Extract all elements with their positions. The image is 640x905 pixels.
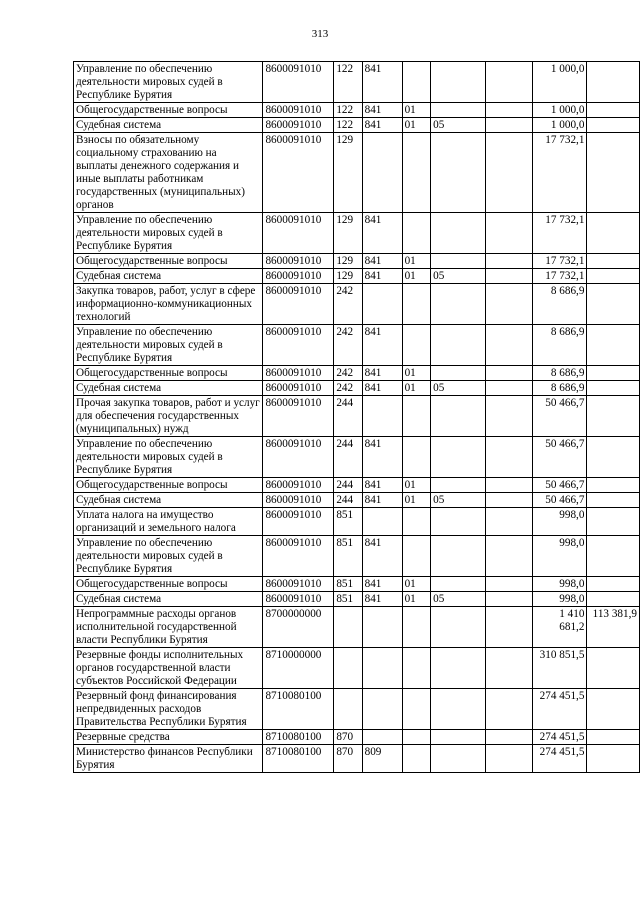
amount-cell-1 bbox=[485, 366, 532, 381]
amount-cell-3 bbox=[587, 437, 640, 478]
target-article-cell: 8700000000 bbox=[263, 607, 334, 648]
row-name-cell: Резервные фонды исполнительных органов государственной власти субъектов Российской Федерации bbox=[74, 648, 263, 689]
amount-cell-1 bbox=[485, 133, 532, 213]
section-cell: 01 bbox=[402, 118, 431, 133]
amount-cell-2: 17 732,1 bbox=[533, 213, 587, 254]
expense-type-cell: 244 bbox=[334, 396, 362, 437]
department-cell: 841 bbox=[362, 213, 402, 254]
subsection-cell bbox=[431, 648, 486, 689]
table-row bbox=[74, 536, 640, 577]
amount-cell-1 bbox=[485, 284, 532, 325]
expense-type-cell: 851 bbox=[334, 592, 362, 607]
table-row bbox=[74, 730, 640, 745]
expense-type-cell: 244 bbox=[334, 437, 362, 478]
amount-cell-1 bbox=[485, 213, 532, 254]
section-cell bbox=[402, 508, 431, 536]
amount-cell-2: 50 466,7 bbox=[533, 478, 587, 493]
amount-cell-3 bbox=[587, 536, 640, 577]
amount-cell-3 bbox=[587, 381, 640, 396]
section-cell: 01 bbox=[402, 577, 431, 592]
subsection-cell: 05 bbox=[431, 269, 486, 284]
section-cell bbox=[402, 62, 431, 103]
amount-cell-3 bbox=[587, 396, 640, 437]
section-cell: 01 bbox=[402, 103, 431, 118]
table-row bbox=[74, 284, 640, 325]
amount-cell-1 bbox=[485, 689, 532, 730]
table-row bbox=[74, 396, 640, 437]
amount-cell-2: 17 732,1 bbox=[533, 269, 587, 284]
amount-cell-2: 50 466,7 bbox=[533, 396, 587, 437]
amount-cell-3 bbox=[587, 269, 640, 284]
amount-cell-3 bbox=[587, 118, 640, 133]
amount-cell-3 bbox=[587, 133, 640, 213]
amount-cell-3 bbox=[587, 254, 640, 269]
amount-cell-3 bbox=[587, 213, 640, 254]
department-cell: 841 bbox=[362, 103, 402, 118]
department-cell: 841 bbox=[362, 118, 402, 133]
target-article-cell: 8600091010 bbox=[263, 269, 334, 284]
department-cell bbox=[362, 648, 402, 689]
section-cell bbox=[402, 325, 431, 366]
amount-cell-2: 8 686,9 bbox=[533, 366, 587, 381]
table-row bbox=[74, 254, 640, 269]
amount-cell-1 bbox=[485, 478, 532, 493]
section-cell: 01 bbox=[402, 592, 431, 607]
subsection-cell: 05 bbox=[431, 118, 486, 133]
table-row bbox=[74, 62, 640, 103]
amount-cell-2: 50 466,7 bbox=[533, 437, 587, 478]
target-article-cell: 8710080100 bbox=[263, 745, 334, 773]
amount-cell-3 bbox=[587, 366, 640, 381]
expense-type-cell: 870 bbox=[334, 745, 362, 773]
target-article-cell: 8600091010 bbox=[263, 62, 334, 103]
subsection-cell bbox=[431, 437, 486, 478]
subsection-cell bbox=[431, 366, 486, 381]
amount-cell-2: 274 451,5 bbox=[533, 745, 587, 773]
expense-type-cell: 870 bbox=[334, 730, 362, 745]
row-name-cell: Общегосударственные вопросы bbox=[74, 366, 263, 381]
amount-cell-1 bbox=[485, 396, 532, 437]
amount-cell-1 bbox=[485, 493, 532, 508]
amount-cell-2: 310 851,5 bbox=[533, 648, 587, 689]
target-article-cell: 8600091010 bbox=[263, 213, 334, 254]
section-cell bbox=[402, 396, 431, 437]
row-name-cell: Судебная система bbox=[74, 118, 263, 133]
target-article-cell: 8710080100 bbox=[263, 689, 334, 730]
amount-cell-1 bbox=[485, 437, 532, 478]
amount-cell-2: 1 410 681,2 bbox=[533, 607, 587, 648]
row-name-cell: Управление по обеспечению деятельности мировых судей в Республике Бурятия bbox=[74, 62, 263, 103]
department-cell bbox=[362, 607, 402, 648]
department-cell bbox=[362, 133, 402, 213]
amount-cell-1 bbox=[485, 648, 532, 689]
row-name-cell: Общегосударственные вопросы bbox=[74, 103, 263, 118]
expense-type-cell bbox=[334, 648, 362, 689]
expense-type-cell bbox=[334, 607, 362, 648]
amount-cell-2: 274 451,5 bbox=[533, 730, 587, 745]
amount-cell-2: 274 451,5 bbox=[533, 689, 587, 730]
target-article-cell: 8600091010 bbox=[263, 133, 334, 213]
expense-type-cell: 242 bbox=[334, 366, 362, 381]
row-name-cell: Общегосударственные вопросы bbox=[74, 577, 263, 592]
table-row bbox=[74, 269, 640, 284]
amount-cell-1 bbox=[485, 269, 532, 284]
section-cell bbox=[402, 648, 431, 689]
amount-cell-3 bbox=[587, 325, 640, 366]
amount-cell-3 bbox=[587, 730, 640, 745]
subsection-cell bbox=[431, 284, 486, 325]
department-cell: 841 bbox=[362, 437, 402, 478]
expense-type-cell: 244 bbox=[334, 493, 362, 508]
table-row bbox=[74, 133, 640, 213]
amount-cell-3 bbox=[587, 62, 640, 103]
subsection-cell bbox=[431, 396, 486, 437]
target-article-cell: 8600091010 bbox=[263, 437, 334, 478]
subsection-cell bbox=[431, 62, 486, 103]
amount-cell-2: 17 732,1 bbox=[533, 133, 587, 213]
section-cell bbox=[402, 745, 431, 773]
amount-cell-2: 1 000,0 bbox=[533, 118, 587, 133]
amount-cell-1 bbox=[485, 508, 532, 536]
row-name-cell: Уплата налога на имущество организаций и земельного налога bbox=[74, 508, 263, 536]
expense-type-cell: 129 bbox=[334, 254, 362, 269]
target-article-cell: 8600091010 bbox=[263, 325, 334, 366]
amount-cell-1 bbox=[485, 103, 532, 118]
target-article-cell: 8600091010 bbox=[263, 493, 334, 508]
department-cell: 841 bbox=[362, 366, 402, 381]
amount-cell-3 bbox=[587, 103, 640, 118]
amount-cell-2: 998,0 bbox=[533, 508, 587, 536]
subsection-cell bbox=[431, 325, 486, 366]
expense-type-cell: 122 bbox=[334, 118, 362, 133]
amount-cell-2: 8 686,9 bbox=[533, 284, 587, 325]
row-name-cell: Судебная система bbox=[74, 592, 263, 607]
target-article-cell: 8600091010 bbox=[263, 592, 334, 607]
row-name-cell: Судебная система bbox=[74, 269, 263, 284]
section-cell: 01 bbox=[402, 254, 431, 269]
target-article-cell: 8600091010 bbox=[263, 381, 334, 396]
amount-cell-2: 998,0 bbox=[533, 592, 587, 607]
row-name-cell: Общегосударственные вопросы bbox=[74, 478, 263, 493]
expense-type-cell: 129 bbox=[334, 269, 362, 284]
section-cell: 01 bbox=[402, 381, 431, 396]
table-row bbox=[74, 213, 640, 254]
amount-cell-3 bbox=[587, 284, 640, 325]
department-cell bbox=[362, 284, 402, 325]
amount-cell-3 bbox=[587, 493, 640, 508]
department-cell: 841 bbox=[362, 62, 402, 103]
row-name-cell: Управление по обеспечению деятельности мировых судей в Республике Бурятия bbox=[74, 536, 263, 577]
row-name-cell: Управление по обеспечению деятельности мировых судей в Республике Бурятия bbox=[74, 213, 263, 254]
table-row bbox=[74, 366, 640, 381]
table-row bbox=[74, 103, 640, 118]
expense-type-cell bbox=[334, 689, 362, 730]
subsection-cell bbox=[431, 508, 486, 536]
section-cell bbox=[402, 284, 431, 325]
amount-cell-2: 17 732,1 bbox=[533, 254, 587, 269]
department-cell: 841 bbox=[362, 254, 402, 269]
department-cell: 841 bbox=[362, 325, 402, 366]
subsection-cell bbox=[431, 689, 486, 730]
subsection-cell bbox=[431, 536, 486, 577]
table-row bbox=[74, 689, 640, 730]
target-article-cell: 8600091010 bbox=[263, 577, 334, 592]
department-cell: 841 bbox=[362, 577, 402, 592]
row-name-cell: Управление по обеспечению деятельности мировых судей в Республике Бурятия bbox=[74, 325, 263, 366]
table-row bbox=[74, 118, 640, 133]
target-article-cell: 8600091010 bbox=[263, 366, 334, 381]
section-cell: 01 bbox=[402, 269, 431, 284]
subsection-cell bbox=[431, 730, 486, 745]
row-name-cell: Непрограммные расходы органов исполнительной государственной власти Республики Бурятия bbox=[74, 607, 263, 648]
table-row bbox=[74, 577, 640, 592]
expense-type-cell: 242 bbox=[334, 284, 362, 325]
target-article-cell: 8710000000 bbox=[263, 648, 334, 689]
subsection-cell bbox=[431, 607, 486, 648]
amount-cell-3: 113 381,9 bbox=[587, 607, 640, 648]
subsection-cell: 05 bbox=[431, 381, 486, 396]
department-cell: 841 bbox=[362, 592, 402, 607]
amount-cell-1 bbox=[485, 536, 532, 577]
target-article-cell: 8600091010 bbox=[263, 284, 334, 325]
amount-cell-2: 998,0 bbox=[533, 577, 587, 592]
expense-type-cell: 244 bbox=[334, 478, 362, 493]
row-name-cell: Прочая закупка товаров, работ и услуг для обеспечения государственных (муниципальных) нужд bbox=[74, 396, 263, 437]
table-row bbox=[74, 437, 640, 478]
amount-cell-1 bbox=[485, 730, 532, 745]
row-name-cell: Судебная система bbox=[74, 493, 263, 508]
row-name-cell: Резервные средства bbox=[74, 730, 263, 745]
subsection-cell bbox=[431, 254, 486, 269]
subsection-cell bbox=[431, 478, 486, 493]
target-article-cell: 8600091010 bbox=[263, 396, 334, 437]
expense-type-cell: 851 bbox=[334, 508, 362, 536]
department-cell bbox=[362, 730, 402, 745]
subsection-cell bbox=[431, 745, 486, 773]
department-cell bbox=[362, 689, 402, 730]
table-row bbox=[74, 745, 640, 773]
department-cell: 841 bbox=[362, 381, 402, 396]
row-name-cell: Резервный фонд финансирования непредвиденных расходов Правительства Республики Бурятия bbox=[74, 689, 263, 730]
table-row bbox=[74, 325, 640, 366]
amount-cell-2: 50 466,7 bbox=[533, 493, 587, 508]
table-row bbox=[74, 493, 640, 508]
amount-cell-2: 8 686,9 bbox=[533, 381, 587, 396]
target-article-cell: 8600091010 bbox=[263, 103, 334, 118]
subsection-cell: 05 bbox=[431, 493, 486, 508]
section-cell bbox=[402, 689, 431, 730]
amount-cell-3 bbox=[587, 745, 640, 773]
department-cell: 841 bbox=[362, 536, 402, 577]
row-name-cell: Управление по обеспечению деятельности мировых судей в Республике Бурятия bbox=[74, 437, 263, 478]
section-cell: 01 bbox=[402, 493, 431, 508]
amount-cell-1 bbox=[485, 118, 532, 133]
amount-cell-1 bbox=[485, 577, 532, 592]
section-cell bbox=[402, 437, 431, 478]
row-name-cell: Закупка товаров, работ, услуг в сфере информационно-коммуникационных технологий bbox=[74, 284, 263, 325]
budget-table bbox=[73, 61, 640, 773]
expense-type-cell: 129 bbox=[334, 133, 362, 213]
amount-cell-3 bbox=[587, 577, 640, 592]
target-article-cell: 8600091010 bbox=[263, 118, 334, 133]
row-name-cell: Взносы по обязательному социальному страхованию на выплаты денежного содержания и иные выплаты работникам государственных (муниципальных) органов bbox=[74, 133, 263, 213]
page-number: 313 bbox=[311, 28, 329, 40]
table-row bbox=[74, 648, 640, 689]
subsection-cell: 05 bbox=[431, 592, 486, 607]
department-cell: 841 bbox=[362, 269, 402, 284]
department-cell: 841 bbox=[362, 478, 402, 493]
target-article-cell: 8600091010 bbox=[263, 536, 334, 577]
amount-cell-3 bbox=[587, 592, 640, 607]
amount-cell-2: 998,0 bbox=[533, 536, 587, 577]
amount-cell-2: 1 000,0 bbox=[533, 103, 587, 118]
department-cell: 841 bbox=[362, 493, 402, 508]
department-cell bbox=[362, 396, 402, 437]
amount-cell-1 bbox=[485, 62, 532, 103]
amount-cell-3 bbox=[587, 648, 640, 689]
table-row bbox=[74, 592, 640, 607]
section-cell bbox=[402, 213, 431, 254]
expense-type-cell: 242 bbox=[334, 381, 362, 396]
department-cell bbox=[362, 508, 402, 536]
amount-cell-1 bbox=[485, 607, 532, 648]
section-cell: 01 bbox=[402, 478, 431, 493]
expense-type-cell: 122 bbox=[334, 103, 362, 118]
target-article-cell: 8600091010 bbox=[263, 508, 334, 536]
department-cell: 809 bbox=[362, 745, 402, 773]
subsection-cell bbox=[431, 213, 486, 254]
subsection-cell bbox=[431, 103, 486, 118]
amount-cell-1 bbox=[485, 254, 532, 269]
expense-type-cell: 851 bbox=[334, 577, 362, 592]
amount-cell-3 bbox=[587, 689, 640, 730]
expense-type-cell: 129 bbox=[334, 213, 362, 254]
row-name-cell: Судебная система bbox=[74, 381, 263, 396]
section-cell bbox=[402, 730, 431, 745]
section-cell bbox=[402, 133, 431, 213]
row-name-cell: Министерство финансов Республики Бурятия bbox=[74, 745, 263, 773]
budget-table-body bbox=[74, 62, 640, 773]
amount-cell-1 bbox=[485, 592, 532, 607]
table-row bbox=[74, 381, 640, 396]
target-article-cell: 8600091010 bbox=[263, 254, 334, 269]
expense-type-cell: 122 bbox=[334, 62, 362, 103]
table-row bbox=[74, 508, 640, 536]
amount-cell-3 bbox=[587, 508, 640, 536]
amount-cell-3 bbox=[587, 478, 640, 493]
section-cell: 01 bbox=[402, 366, 431, 381]
section-cell bbox=[402, 536, 431, 577]
section-cell bbox=[402, 607, 431, 648]
amount-cell-1 bbox=[485, 325, 532, 366]
expense-type-cell: 851 bbox=[334, 536, 362, 577]
table-row bbox=[74, 607, 640, 648]
subsection-cell bbox=[431, 577, 486, 592]
table-row bbox=[74, 478, 640, 493]
amount-cell-2: 8 686,9 bbox=[533, 325, 587, 366]
target-article-cell: 8710080100 bbox=[263, 730, 334, 745]
amount-cell-1 bbox=[485, 745, 532, 773]
subsection-cell bbox=[431, 133, 486, 213]
amount-cell-1 bbox=[485, 381, 532, 396]
row-name-cell: Общегосударственные вопросы bbox=[74, 254, 263, 269]
target-article-cell: 8600091010 bbox=[263, 478, 334, 493]
expense-type-cell: 242 bbox=[334, 325, 362, 366]
amount-cell-2: 1 000,0 bbox=[533, 62, 587, 103]
